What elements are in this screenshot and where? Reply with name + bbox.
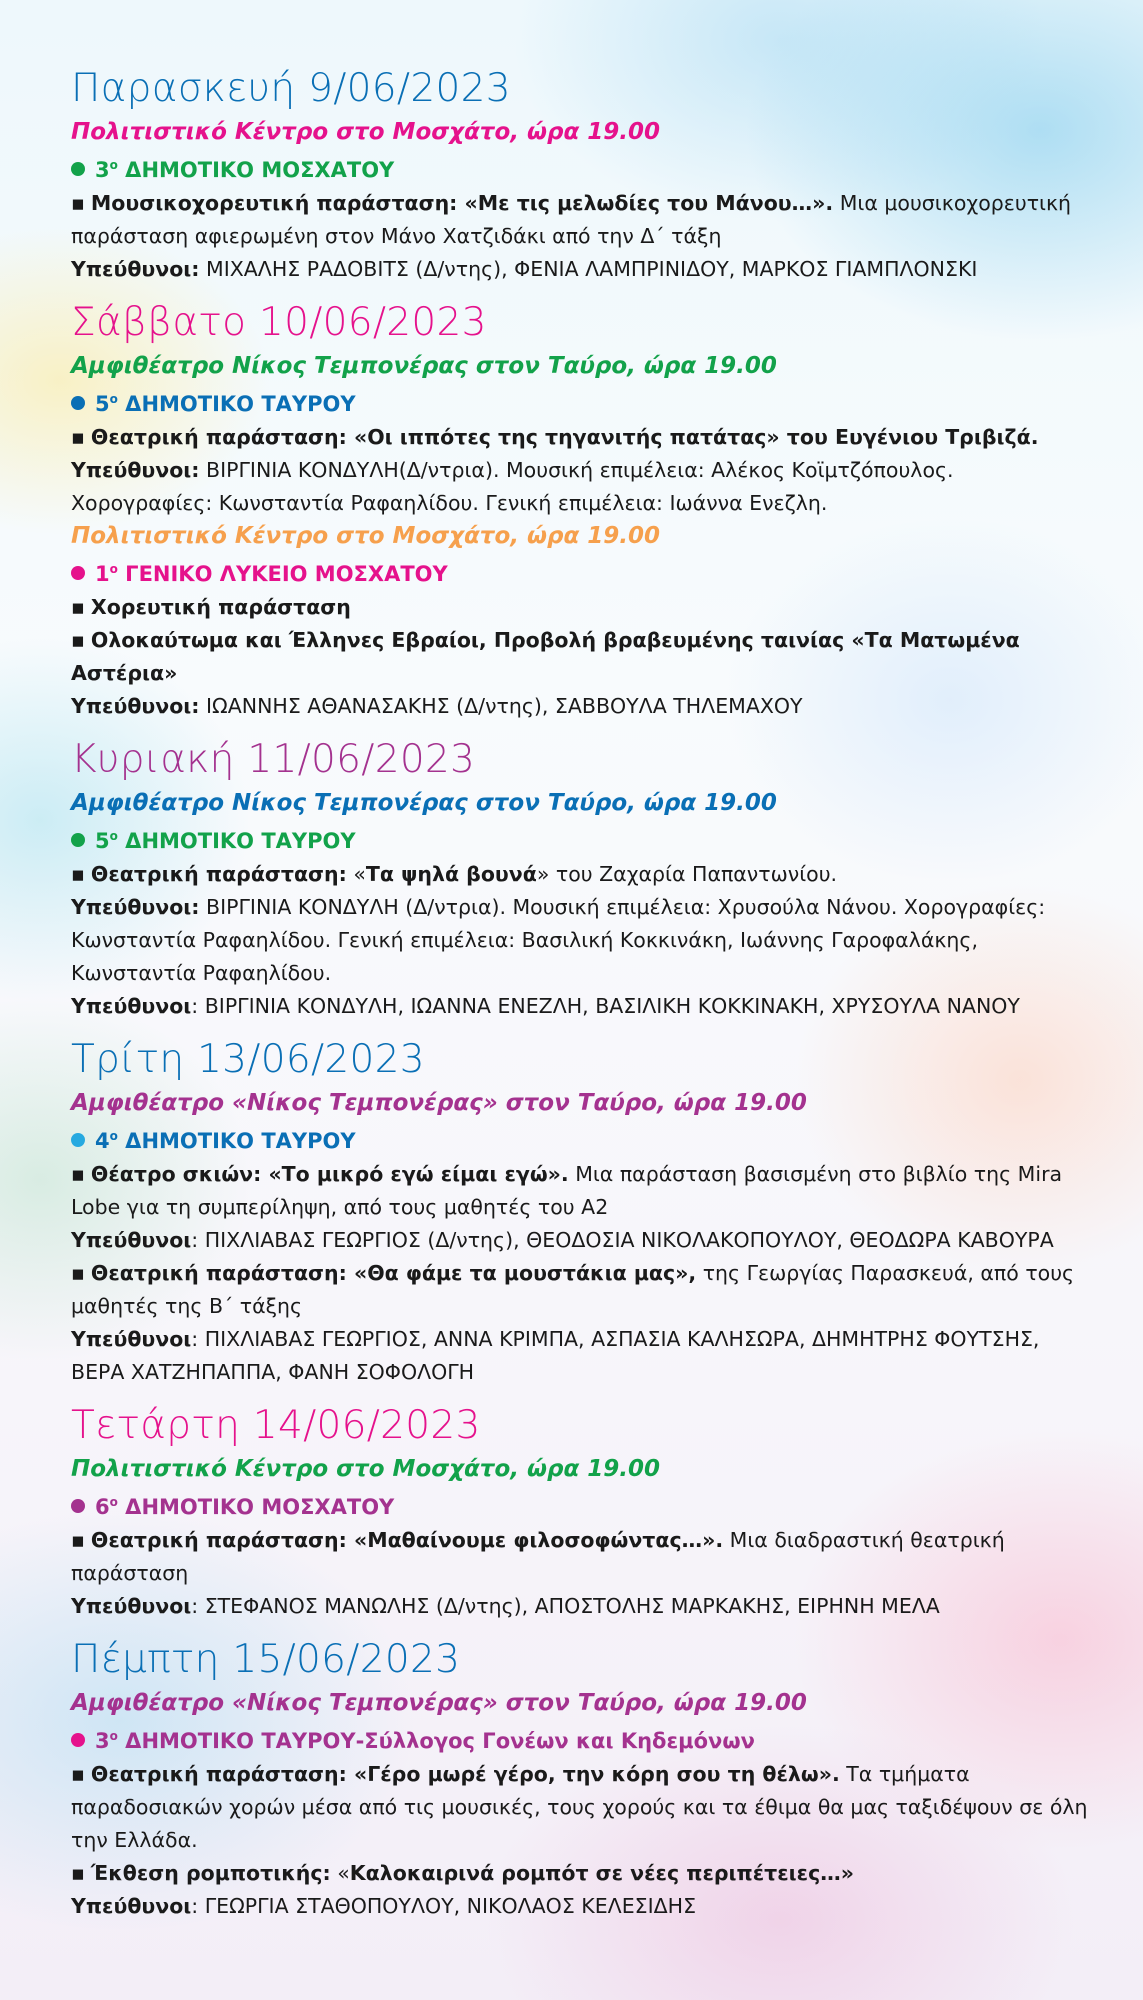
bold-text: Θεατρική παράσταση: «Μαθαίνουμε φιλοσοφώντας…». [90,1528,724,1552]
plain-text: : ΠΙΧΛΙΑΒΑΣ ΓΕΩΡΓΙΟΣ (Δ/ντης), ΘΕΟΔΟΣΙΑ ΝΙΚΟΛΑΚΟΠΟΥΛΟΥ, ΘΕΟΔΩΡΑ ΚΑΒΟΥΡΑ [191,1228,1054,1252]
plain-text: Μια παράσταση βασισμένη στο βιβλίο της Mira Lobe για τη συμπερίληψη, από τους μαθητές του Α2 [71,1162,1063,1219]
day-section [71,1033,1091,1389]
venue-line: Πολιτιστικό Κέντρο στο Μοσχάτο, ώρα 19.00 [71,119,661,145]
school-number: 3 [95,1729,110,1753]
bullet-dot-icon [71,162,85,176]
school-line [71,1486,1091,1524]
bullet-mark: ▪ [71,862,85,886]
bold-text: Υπεύθυνοι: [71,895,200,919]
plain-text: : ΣΤΕΦΑΝΟΣ ΜΑΝΩΛΗΣ (Δ/ντης), ΑΠΟΣΤΟΛΗΣ ΜΑΡΚΑΚΗΣ, ΕΙΡΗΝΗ ΜΕΛΑ [191,1594,940,1618]
bold-text: Χορευτική παράσταση [90,595,351,619]
event-description [71,1758,1091,1857]
venue-line: Αμφιθέατρο Νίκος Τεμπονέρας στον Ταύρο, ώρα 19.00 [71,353,777,379]
bold-text: Θεατρική παράσταση: «Θα φάμε τα μουστάκια μας», [90,1261,697,1285]
school-name: ΔΗΜΟΤΙΚΟ ΤΑΥΡΟΥ [117,829,356,853]
bullet-mark: ▪ [71,628,85,652]
bold-text: Θεατρική παράσταση: «Γέρο μωρέ γέρο, την κόρη σου τη θέλω». [90,1762,840,1786]
date-heading: Πέμπτη 15/06/2023 [71,1637,461,1682]
day-section [71,733,1091,1023]
bold-text: Υπεύθυνοι: [71,257,200,281]
school-line [71,1120,1091,1158]
school-ordinal: ο [109,562,118,576]
event-description [71,1524,1091,1590]
school-number: 4 [95,1129,110,1153]
venue-line: Αμφιθέατρο «Νίκος Τεμπονέρας» στον Ταύρο, ώρα 19.00 [71,1090,807,1116]
school-ordinal: ο [109,392,118,406]
school-ordinal: ο [109,1495,118,1509]
school-line [71,820,1091,858]
venue-line: Πολιτιστικό Κέντρο στο Μοσχάτο, ώρα 19.00 [71,1456,661,1482]
plain-text: της Γεωργίας Παρασκευά, από τους μαθητές της Β΄ τάξης [71,1261,1075,1318]
school-name: ΔΗΜΟΤΙΚΟ ΤΑΥΡΟΥ [117,1129,356,1153]
school-number: 6 [95,1495,110,1519]
school-number: 3 [95,158,110,182]
responsible-persons [71,990,1091,1023]
plain-text: Μια διαδραστική θεατρική παράσταση [71,1528,1005,1585]
bullet-mark: ▪ [71,1162,85,1186]
bullet-dot-icon [71,396,85,410]
plain-text: ΒΙΡΓΙΝΙΑ ΚΟΝΔΥΛΗ (Δ/ντρια). Μουσική επιμέλεια: Χρυσούλα Νάνου. Χορογραφίες: Κωνσταντία Ραφαηλίδου. Γενική επιμέλεια: Βασιλική Κοκκινάκη, Ιωάννης Γαροφαλάκης, Κωνσταντία Ραφαηλίδου. [71,895,1046,985]
event-description [71,421,1091,454]
bullet-dot-icon [71,1499,85,1513]
plain-text: « [330,1861,350,1885]
school-name: ΔΗΜΟΤΙΚΟ ΜΟΣΧΑΤΟΥ [117,158,395,182]
plain-text: : ΠΙΧΛΙΑΒΑΣ ΓΕΩΡΓΙΟΣ, ΑΝΝΑ ΚΡΙΜΠΑ, ΑΣΠΑΣΙΑ ΚΑΛΗΣΩΡΑ, ΔΗΜΗΤΡΗΣ ΦΟΥΤΣΗΣ, ΒΕΡΑ ΧΑΤΖΗΠΑΠΠΑ, ΦΑΝΗ ΣΟΦΟΛΟΓΗ [71,1327,1040,1384]
bullet-mark: ▪ [71,1528,85,1552]
bullet-dot-icon [71,833,85,847]
school-name: ΔΗΜΟΤΙΚΟ ΤΑΥΡΟΥ [117,392,356,416]
responsible-persons [71,891,1091,990]
bullet-mark: ▪ [71,1261,85,1285]
bold-text: Έκθεση ρομποτικής: [90,1861,331,1885]
bullet-dot-icon [71,1733,85,1747]
school-ordinal: ο [109,1129,118,1143]
date-heading: Τετάρτη 14/06/2023 [71,1403,481,1448]
date-heading: Σάββατο 10/06/2023 [71,300,487,345]
event-description [71,624,1091,690]
school-number: 5 [95,392,110,416]
school-name: ΔΗΜΟΤΙΚΟ ΤΑΥΡΟΥ-Σύλλογος Γονέων και Κηδεμόνων [117,1729,755,1753]
date-heading: Παρασκευή 9/06/2023 [71,66,511,111]
bold-text: Υπεύθυνοι [71,1228,192,1252]
school-number: 1 [95,562,110,586]
bullet-mark: ▪ [71,191,85,215]
bold-text: Μουσικοχορευτική παράσταση: «Με τις μελωδίες του Μάνου…». [90,191,834,215]
event-description [71,187,1091,253]
bold-text: Θέατρο σκιών: «Το μικρό εγώ είμαι εγώ». [90,1162,569,1186]
school-name: ΔΗΜΟΤΙΚΟ ΜΟΣΧΑΤΟΥ [117,1495,395,1519]
event-description [71,858,1091,891]
bold-text: Τα ψηλά βουνά [365,862,537,886]
school-line [71,553,1091,591]
plain-text: » του Ζαχαρία Παπαντωνίου. [536,862,838,886]
bold-text: Υπεύθυνοι [71,1894,192,1918]
responsible-persons [71,253,1091,286]
day-section [71,1399,1091,1623]
school-line [71,1720,1091,1758]
bold-text: Καλοκαιρινά ρομπότ σε νέες περιπέτειες…» [349,1861,854,1885]
plain-text: ΒΙΡΓΙΝΙΑ ΚΟΝΔΥΛΗ(Δ/ντρια). Μουσική επιμέλεια: Αλέκος Κοϊμτζόπουλος. Χορογραφίες: Κωνσταντία Ραφαηλίδου. Γενική επιμέλεια: Ιωάννα Ενεζλη. [71,458,954,515]
bold-text: Υπεύθυνοι [71,1327,192,1351]
plain-text: : ΒΙΡΓΙΝΙΑ ΚΟΝΔΥΛΗ, ΙΩΑΝΝΑ ΕΝΕΖΛΗ, ΒΑΣΙΛΙΚΗ ΚΟΚΚΙΝΑΚΗ, ΧΡΥΣΟΥΛΑ ΝΑΝΟΥ [191,994,1020,1018]
bold-text: Υπεύθυνοι: [71,694,200,718]
school-line [71,149,1091,187]
school-line [71,383,1091,421]
responsible-persons [71,1323,1091,1389]
school-ordinal: ο [109,829,118,843]
event-description [71,591,1091,624]
school-name: ΓΕΝΙΚΟ ΛΥΚΕΙΟ ΜΟΣΧΑΤΟΥ [117,562,448,586]
plain-text: : ΓΕΩΡΓΙΑ ΣΤΑΘΟΠΟΥΛΟΥ, ΝΙΚΟΛΑΟΣ ΚΕΛΕΣΙΔΗΣ [191,1894,697,1918]
bold-text: Υπεύθυνοι [71,1594,192,1618]
date-heading: Κυριακή 11/06/2023 [71,737,476,782]
bullet-mark: ▪ [71,1762,85,1786]
event-description [71,1158,1091,1224]
plain-text: Μια μουσικοχορευτική παράσταση αφιερωμένη στον Μάνο Χατζιδάκι από την Δ΄ τάξη [71,191,1072,248]
responsible-persons [71,1590,1091,1623]
day-section [71,296,1091,723]
school-ordinal: ο [109,158,118,172]
event-description [71,1857,1091,1890]
venue-line: Αμφιθέατρο Νίκος Τεμπονέρας στον Ταύρο, ώρα 19.00 [71,790,777,816]
plain-text: « [346,862,366,886]
bold-text: Υπεύθυνοι: [71,458,200,482]
venue-line: Αμφιθέατρο «Νίκος Τεμπονέρας» στον Ταύρο, ώρα 19.00 [71,1690,807,1716]
responsible-persons [71,1224,1091,1257]
bullet-dot-icon [71,1133,85,1147]
responsible-persons [71,690,1091,723]
bold-text: Ολοκαύτωμα και Έλληνες Εβραίοι, Προβολή βραβευμένης ταινίας «Τα Ματωμένα Αστέρια» [71,628,1020,685]
school-ordinal: ο [109,1729,118,1743]
bold-text: Θεατρική παράσταση: [90,862,347,886]
day-section [71,62,1091,286]
responsible-persons [71,1890,1091,1923]
bullet-mark: ▪ [71,595,85,619]
event-description [71,1257,1091,1323]
day-section [71,1633,1091,1923]
plain-text: ΜΙΧΑΛΗΣ ΡΑΔΟΒΙΤΣ (Δ/ντης), ΦΕΝΙΑ ΛΑΜΠΡΙΝΙΔΟΥ, ΜΑΡΚΟΣ ΓΙΑΜΠΛΟΝΣΚΙ [199,257,978,281]
plain-text: Τα τμήματα παραδοσιακών χορών μέσα από τις μουσικές, τους χορούς και τα έθιμα θα μας ταξιδέψουν σε όλη την Ελλάδα. [71,1762,1088,1852]
plain-text: ΙΩΑΝΝΗΣ ΑΘΑΝΑΣΑΚΗΣ (Δ/ντης), ΣΑΒΒΟΥΛΑ ΤΗΛΕΜΑΧΟΥ [199,694,803,718]
venue-line: Πολιτιστικό Κέντρο στο Μοσχάτο, ώρα 19.00 [71,523,661,549]
responsible-persons [71,454,1091,520]
school-number: 5 [95,829,110,853]
bullet-dot-icon [71,566,85,580]
bullet-mark: ▪ [71,425,85,449]
bold-text: Υπεύθυνοι [71,994,192,1018]
date-heading: Τρίτη 13/06/2023 [71,1037,425,1082]
bullet-mark: ▪ [71,1861,85,1885]
bold-text: Θεατρική παράσταση: «Οι ιππότες της τηγανιτής πατάτας» του Ευγένιου Τριβιζά. [90,425,1039,449]
program-schedule [71,62,1091,1933]
